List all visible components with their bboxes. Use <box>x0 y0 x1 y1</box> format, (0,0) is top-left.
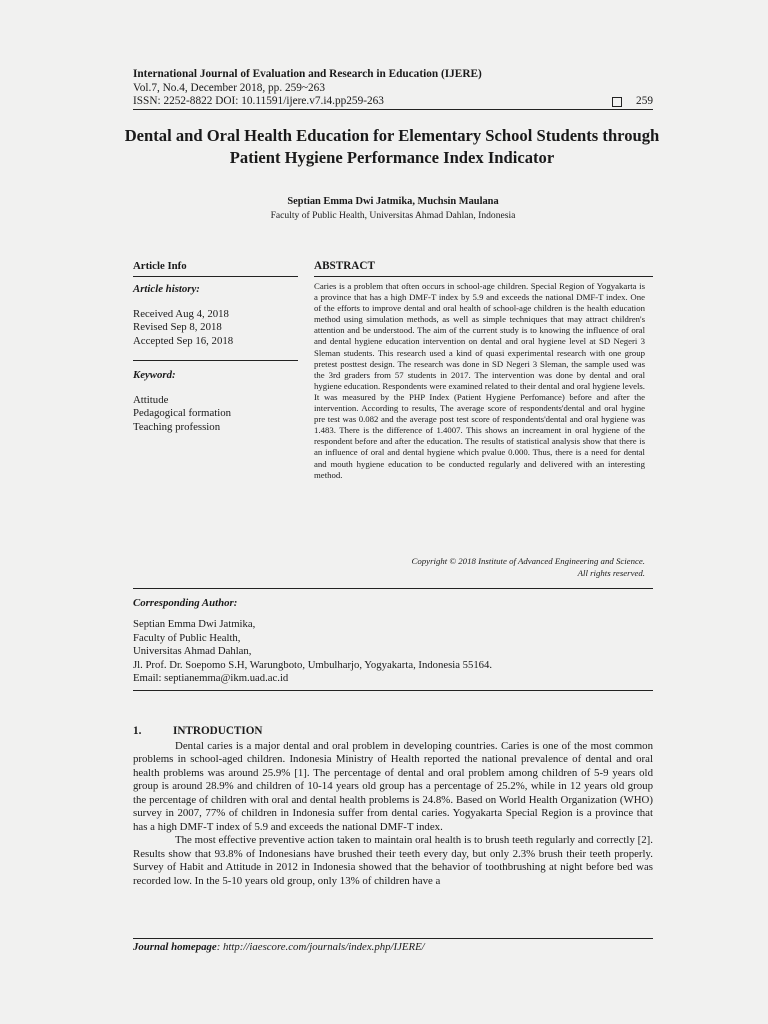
history-rule <box>133 360 298 361</box>
affiliation: Faculty of Public Health, Universitas Ahmad Dahlan, Indonesia <box>270 210 516 221</box>
rights-line: All rights reserved. <box>577 567 645 578</box>
journal-homepage-link[interactable]: http://iaescore.com/journals/index.php/IJERE/ <box>222 941 425 953</box>
journal-name: International Journal of Evaluation and Research in Education (IJERE) <box>133 68 482 80</box>
keywords-block <box>133 369 298 434</box>
corresponding-bottom-rule <box>133 690 653 691</box>
footer-label: Journal homepage <box>133 941 217 953</box>
author-email: Email: septianemma@ikm.uad.ac.id <box>133 672 289 684</box>
authors: Septian Emma Dwi Jatmika, Muchsin Maulana <box>287 196 499 207</box>
author-address: Jl. Prof. Dr. Soepomo S.H, Warungboto, Umbulharjo, Yogyakarta, Indonesia 55164. <box>133 658 493 671</box>
footer-rule <box>133 938 653 939</box>
article-info-heading: Article Info <box>133 260 187 272</box>
body-paragraph: Dental caries is a major dental and oral problem in developing countries. Caries is one of the most common problems in school-aged children. Indonesia Ministry of Health reported the national prevalence of dental and oral health problems was around 25.9% [1]. The percentage of dental and oral problem among children of 5-9 years old group is around 28.9% and children of 10-14 years old group has a percentage of 25.2%, while in 12 years old group the percentage of children with oral and dental health problems is 24.8%. Based on World Health Organization (WHO) survey in 2007, 77% of children in Indonesia suffer from dental caries. Yogyakarta Special Region is a province that has a high DMF-T index of 5.9 and exceeds the national DMF-T index. <box>133 740 653 833</box>
keyword-item: Attitude <box>133 393 169 406</box>
article-info-rule <box>133 276 298 277</box>
page-number: 259 <box>636 95 653 108</box>
keyword-item: Teaching profession <box>133 420 221 433</box>
section-title: INTRODUCTION <box>173 725 263 737</box>
header-rule <box>133 109 653 110</box>
keyword-label: Keyword: <box>133 369 176 381</box>
abstract-rule <box>314 276 653 277</box>
introduction-body <box>133 740 653 888</box>
author-faculty: Faculty of Public Health, <box>133 631 241 644</box>
journal-volume: Vol.7, No.4, December 2018, pp. 259~263 <box>133 81 325 94</box>
abstract-heading: ABSTRACT <box>314 260 375 272</box>
revised-date: Revised Sep 8, 2018 <box>133 321 222 333</box>
corresponding-author-details <box>133 618 492 686</box>
history-label: Article history: <box>133 283 200 295</box>
received-date: Received Aug 4, 2018 <box>133 307 229 320</box>
paper-title: Dental and Oral Health Education for Elementary School Students through Patient Hygiene Performance Index Indicator <box>124 126 660 167</box>
accepted-date: Accepted Sep 16, 2018 <box>133 334 234 347</box>
square-icon <box>612 97 622 107</box>
author-university: Universitas Ahmad Dahlan, <box>133 645 252 657</box>
abstract-text: Caries is a problem that often occurs in school-age children. Special Region of Yogyakarta is a province that has a high DMF-T index by 5.9 and exceeds the national DMF-T index. One of the efforts to improve dental and oral health of school-age children is the health education method using simulation methods, as well as simple techniques that may attract children's attention and be understood. The aim of the current study is to knowing the influence of oral and dental hygiene education intervention on dental and oral hygiene level at SD Negeri 3 Sleman students. This research used a kind of quasi experimental research with one group pretest posttest design. The research was done in SD Negeri 3 Sleman, the sample used was the 3rd graders from 57 students in 2017. The intervention was done by dental and oral hygiene education. Respondents were examined related to their dental and oral hygiene levels. It was measured by the PHP Index (Patient Hygiene Perfomance) before and after the intervention. According to results, The average score of respondents'dental and oral hygine pre test was 0.082 and the average post test score of respondents'dental and oral hygiene was 1.483. There is the difference of 1.4007. This shows an increament in oral hygiene of the respondent before and after the education. The results of statistical analysis show that there is an influence of oral and dental hygiene which pvalue 0.000. Thus, there is a need for dental and mouth hygiene education to be conducted regularly and delivered with an interesting method. <box>314 281 645 480</box>
journal-header <box>133 68 653 109</box>
copyright-notice <box>314 556 645 579</box>
section-number: 1. <box>133 725 142 737</box>
copyright-line: Copyright © 2018 Institute of Advanced Engineering and Science. <box>411 556 645 566</box>
body-paragraph: The most effective preventive action taken to maintain oral health is to brush teeth regularly and correctly [2]. Results show that 93.8% of Indonesians have brushed their teeth every day, but only 2.3% brush their teeth properly. Survey of Habit and Attitude in 2012 in Indonesia showed that the behavior of toothbrushing at night before bed was recorded low. In the 5-10 years old group, only 13% of children have a <box>133 834 653 887</box>
abstract-bottom-rule <box>133 588 653 589</box>
keyword-item: Pedagogical formation <box>133 407 232 419</box>
article-history <box>133 283 298 348</box>
section-heading <box>133 725 263 737</box>
corresponding-author-heading: Corresponding Author: <box>133 597 238 609</box>
journal-footer: Journal homepage: http://iaescore.com/journals/index.php/IJERE/ <box>133 941 425 953</box>
issn-doi: ISSN: 2252-8822 DOI: 10.11591/ijere.v7.i4.pp259-263 <box>133 95 384 108</box>
author-name: Septian Emma Dwi Jatmika, <box>133 618 256 630</box>
